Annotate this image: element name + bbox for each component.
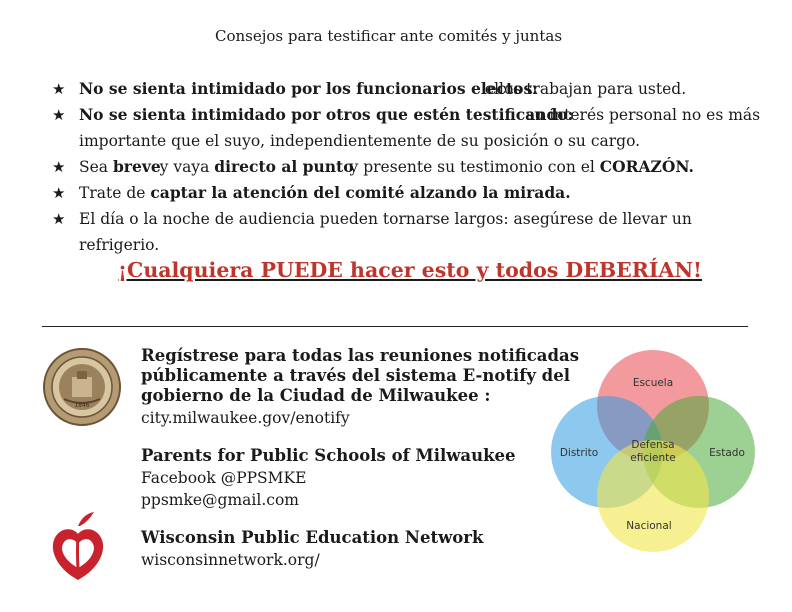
venn-label-left: Distrito xyxy=(559,447,599,459)
org-name: Wisconsin Public Education Network xyxy=(141,528,484,547)
seal-year: 1846 xyxy=(74,402,90,409)
venn-label-bottom: Nacional xyxy=(626,520,672,532)
slogan xyxy=(118,258,702,282)
venn-label-top: Escuela xyxy=(632,377,674,389)
tip-item xyxy=(52,102,772,154)
register-heading: Regístrese para todas las reuniones notificadas públicamente a través del sistema E-notify del gobierno de la Ciudad de Milwaukee : xyxy=(141,346,580,405)
register-url: city.milwaukee.gov/enotify xyxy=(141,409,350,427)
tip-bold: No se sienta intimidado por otros que estén testificando: xyxy=(79,105,574,124)
org-website: wisconsinnetwork.org/ xyxy=(141,551,320,569)
star-bullet-icon: ★ xyxy=(52,210,66,228)
tip-text: y presente su testimonio con el xyxy=(349,158,600,176)
tips-list xyxy=(52,76,772,258)
tip-text: El día o la noche de audiencia pueden tornarse largos: asegúrese de llevar un refrigerio. xyxy=(79,210,692,254)
tip-bold: captar la atención del comité alzando la mirada. xyxy=(150,183,571,202)
star-bullet-icon: ★ xyxy=(52,184,66,202)
venn-label-center: eficiente xyxy=(630,452,676,464)
venn-diagram xyxy=(545,346,760,556)
tip-bold: directo al punto xyxy=(214,157,354,176)
tip-text: ellos trabajan para usted. xyxy=(484,80,687,98)
tip-text: Trate de xyxy=(79,184,151,202)
org-name: Parents for Public Schools of Milwaukee xyxy=(141,446,516,465)
divider-left xyxy=(42,326,372,327)
page-title: Consejos para testificar ante comités y juntas xyxy=(215,27,563,45)
city-seal-icon xyxy=(42,347,122,427)
tip-text: y vaya xyxy=(154,158,215,176)
tip-bold: No se sienta intimidado por los funcionarios electos: xyxy=(79,79,538,98)
venn-label-right: Estado xyxy=(709,447,745,459)
tip-text: Sea xyxy=(79,158,113,176)
tip-bold: CORAZÓN. xyxy=(599,157,694,176)
venn-label-center: Defensa xyxy=(631,439,675,451)
tip-item xyxy=(52,180,772,206)
tip-item xyxy=(52,76,772,102)
tip-item xyxy=(52,206,772,258)
org-facebook: Facebook @PPSMKE xyxy=(141,469,307,487)
slogan-text: ¡Cualquiera PUEDE hacer esto y todos DEBERÍAN! xyxy=(118,258,703,282)
star-bullet-icon: ★ xyxy=(52,106,66,124)
tip-text: su interés personal no es más importante que el suyo, independientemente de su posición o su cargo. xyxy=(79,106,761,150)
register-block xyxy=(141,346,601,570)
star-bullet-icon: ★ xyxy=(52,158,66,176)
star-bullet-icon: ★ xyxy=(52,80,66,98)
apple-heart-icon xyxy=(50,510,106,582)
org-email: ppsmke@gmail.com xyxy=(141,491,299,509)
tip-item xyxy=(52,154,772,180)
divider-right xyxy=(372,326,748,327)
tip-bold: breve xyxy=(112,157,161,176)
